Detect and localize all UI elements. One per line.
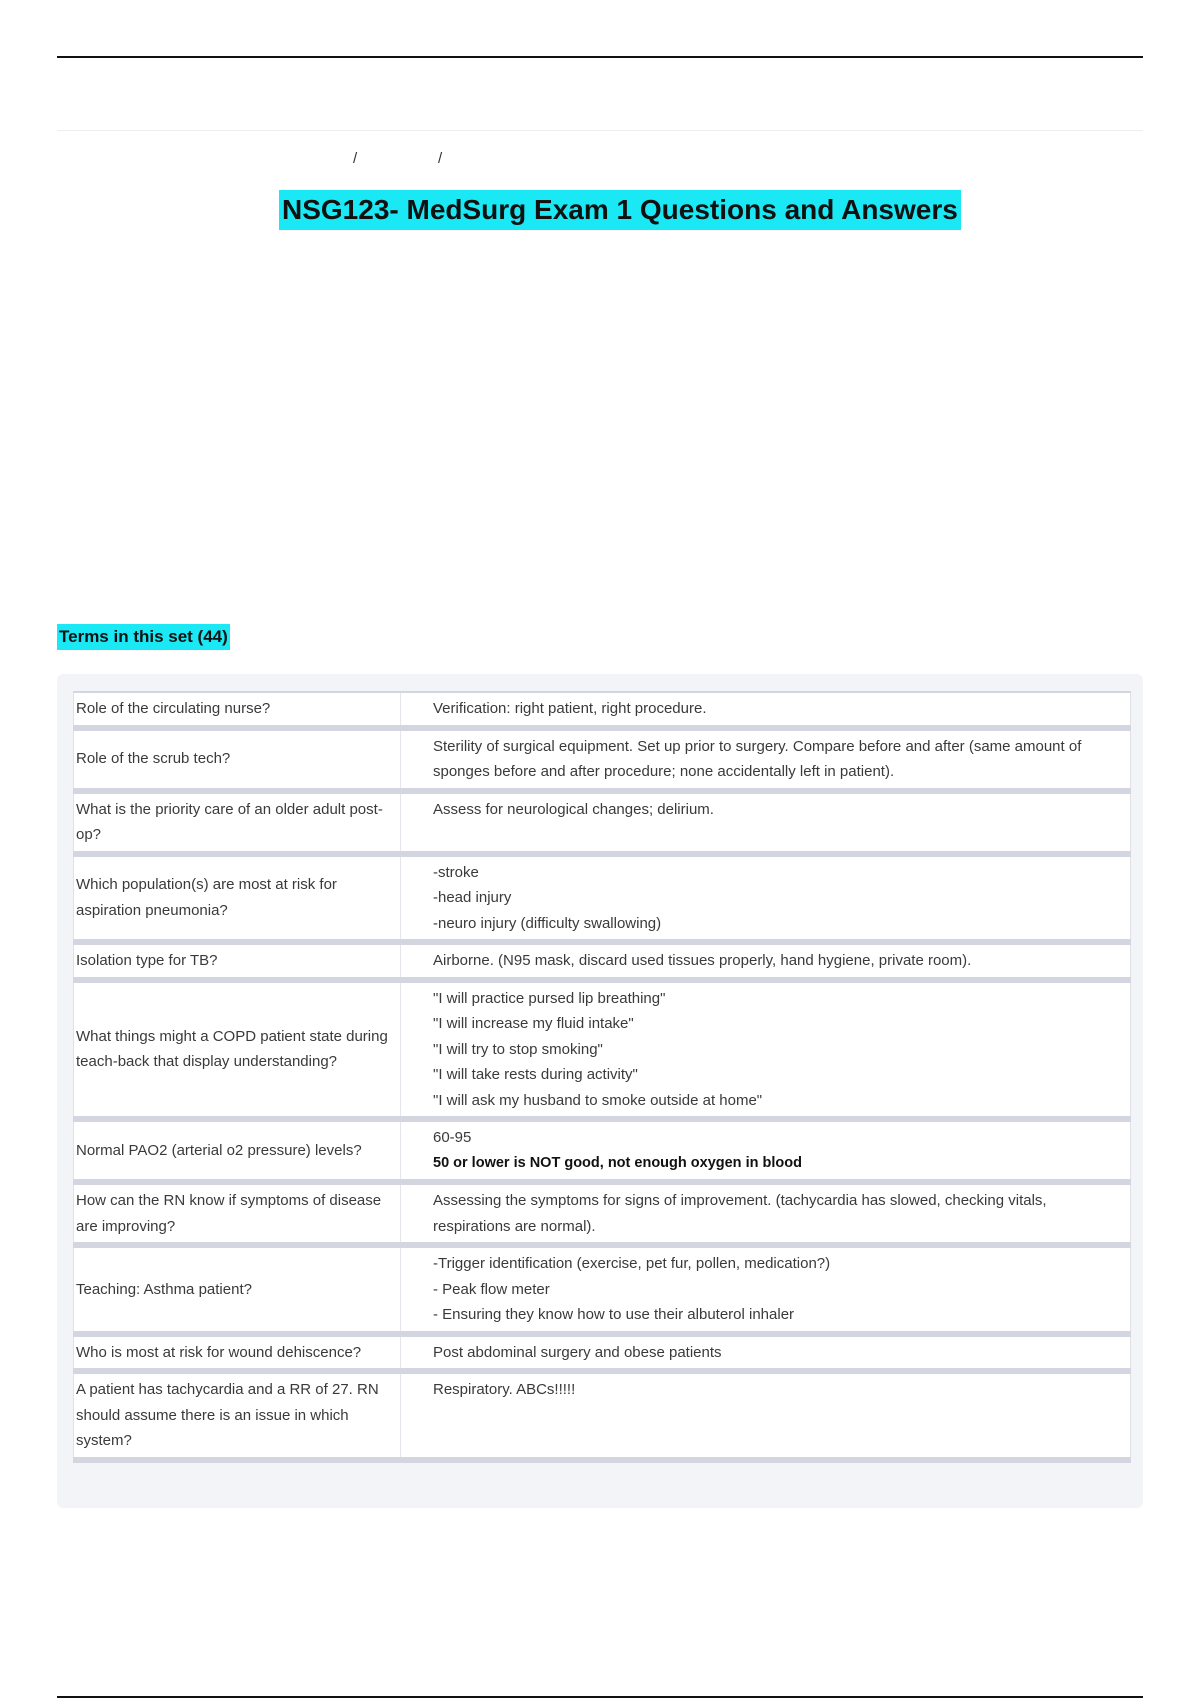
card-definition [401,692,1131,728]
terms-count-heading: Terms in this set (44) [57,624,230,650]
definition-line: Verification: right patient, right procedure. [433,700,707,717]
card-term: Teaching: Asthma patient? [74,1245,401,1334]
definition-line: -neuro injury (difficulty swallowing) [433,914,662,932]
table-row [74,854,1131,943]
title-block [279,190,961,230]
card-term: Role of the scrub tech? [74,728,401,791]
table-row [74,980,1131,1120]
table-row [74,728,1131,791]
definition-line: 60-95 [433,1129,472,1146]
table-row [74,1371,1131,1460]
card-term: A patient has tachycardia and a RR of 27. RN should assume there is an issue in which system? [74,1371,401,1460]
definition-line: -head injury [433,889,512,906]
definition-line: -stroke [433,863,479,881]
card-term: How can the RN know if symptoms of disease are improving? [74,1182,401,1245]
card-definition [401,854,1131,943]
top-rule [57,56,1143,58]
definition-line: Assessing the symptoms for signs of improvement. (tachycardia has slowed, checking vitals, respirations are normal). [433,1192,1047,1235]
table-row [74,1245,1131,1334]
card-term: Who is most at risk for wound dehiscence? [74,1334,401,1372]
header-divider [57,130,1143,131]
card-term: Role of the circulating nurse? [74,692,401,728]
card-definition [401,1245,1131,1334]
card-term: Normal PAO2 (arterial o2 pressure) levels? [74,1119,401,1182]
card-definition [401,1334,1131,1372]
table-row [74,942,1131,980]
bottom-rule [57,1696,1143,1698]
flashcard-table [73,691,1131,1463]
card-definition [401,791,1131,854]
definition-line: -Trigger identification (exercise, pet fur, pollen, medication?) [433,1255,831,1272]
card-term: Which population(s) are most at risk for aspiration pneumonia? [74,854,401,943]
definition-line: - Ensuring they know how to use their albuterol inhaler [433,1306,795,1323]
definition-line: - Peak flow meter [433,1280,550,1298]
definition-line: "I will ask my husband to smoke outside at home" [433,1091,763,1109]
definition-line: "I will increase my fluid intake" [433,1015,634,1032]
table-row [74,1334,1131,1372]
card-term: What is the priority care of an older adult post-op? [74,791,401,854]
page-title: NSG123- MedSurg Exam 1 Questions and Answers [279,190,961,230]
terms-heading-block [57,624,230,650]
definition-line: "I will practice pursed lip breathing" [433,989,666,1007]
definition-line: Airborne. (N95 mask, discard used tissues properly, hand hygiene, private room). [433,952,972,969]
card-definition [401,1182,1131,1245]
card-definition [401,1119,1131,1182]
definition-line: Post abdominal surgery and obese patients [433,1343,722,1361]
definition-line: Respiratory. ABCs!!!!! [433,1381,576,1398]
card-definition [401,942,1131,980]
table-row [74,1119,1131,1182]
breadcrumb-separator: / [353,150,358,167]
definition-line: Sterility of surgical equipment. Set up prior to surgery. Compare before and after (same amount of sponges before and after procedure; none accidentally left in patient). [433,737,1082,780]
definition-emphasis: 50 or lower is NOT good, not enough oxygen in blood [433,1154,802,1171]
card-term: Isolation type for TB? [74,942,401,980]
card-term: What things might a COPD patient state during teach-back that display understanding? [74,980,401,1120]
definition-line: Assess for neurological changes; delirium. [433,800,714,818]
table-row [74,1182,1131,1245]
card-definition [401,1371,1131,1460]
breadcrumb-separator: / [438,150,443,167]
definition-line: "I will try to stop smoking" [433,1040,603,1058]
card-definition [401,728,1131,791]
definition-line: "I will take rests during activity" [433,1066,638,1083]
table-row [74,791,1131,854]
card-definition [401,980,1131,1120]
table-row [74,692,1131,728]
